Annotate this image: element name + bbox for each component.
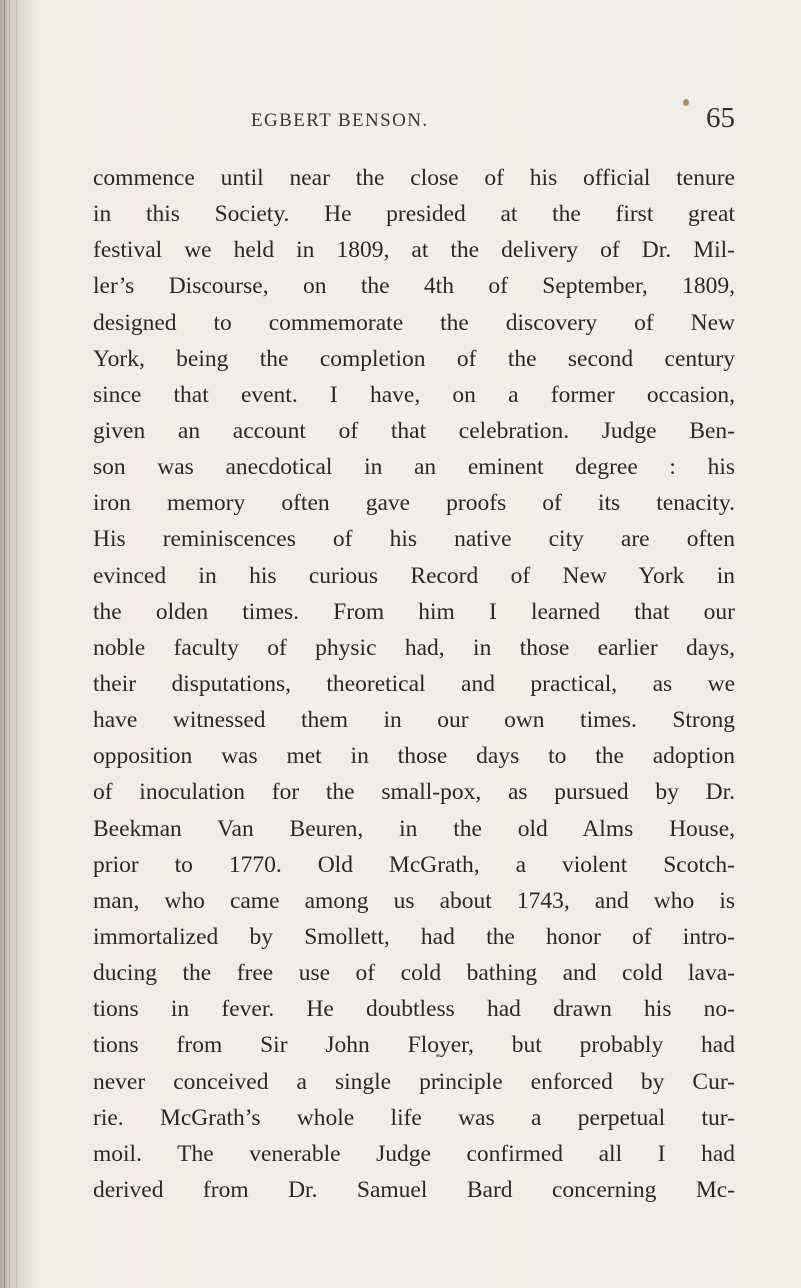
text-line: since that event. I have, on a former occasion, [93, 381, 735, 408]
text-line: derived from Dr. Samuel Bard concerning Mc- [93, 1176, 735, 1203]
text-line: moil. The venerable Judge confirmed all I had [93, 1140, 735, 1167]
text-line: never conceived a single principle enforced by Cur- [93, 1068, 735, 1095]
text-line: His reminiscences of his native city are often [93, 526, 735, 553]
text-line: immortalized by Smollett, had the honor of intro- [93, 923, 735, 950]
binding-edge-line [16, 0, 17, 1288]
text-line: prior to 1770. Old McGrath, a violent Scotch- [93, 851, 735, 878]
text-line: given an account of that celebration. Judge Ben- [93, 417, 735, 444]
text-line: their disputations, theoretical and practical, as we [93, 670, 735, 697]
binding-gutter-shadow [0, 0, 40, 1288]
text-line: the olden times. From him I learned that our [93, 598, 735, 625]
body-text [93, 160, 735, 1208]
binding-edge-line [4, 0, 5, 1288]
running-head [93, 102, 735, 138]
text-line: ler’s Discourse, on the 4th of September, 1809, [93, 273, 735, 300]
text-line: opposition was met in those days to the adoption [93, 743, 735, 770]
binding-edge-line [9, 0, 10, 1288]
text-line: in this Society. He presided at the first great [93, 201, 735, 228]
text-line: rie. McGrath’s whole life was a perpetual tur- [93, 1104, 735, 1131]
text-line: noble faculty of physic had, in those earlier days, [93, 634, 735, 661]
text-line: evinced in his curious Record of New York in [93, 562, 735, 589]
text-line: festival we held in 1809, at the delivery of Dr. Mil- [93, 237, 735, 264]
text-line: of inoculation for the small-pox, as pursued by Dr. [93, 779, 735, 806]
text-line: man, who came among us about 1743, and who is [93, 887, 735, 914]
running-title: EGBERT BENSON. [251, 110, 429, 131]
text-line: ducing the free use of cold bathing and cold lava- [93, 960, 735, 987]
text-line: commence until near the close of his official tenure [93, 165, 735, 191]
text-line: iron memory often gave proofs of its tenacity. [93, 490, 735, 517]
page-number: 65 [706, 102, 735, 134]
text-line: Beekman Van Beuren, in the old Alms House, [93, 815, 735, 842]
text-line: York, being the completion of the second century [93, 345, 735, 372]
text-line: tions from Sir John Floyer, but probably had [93, 1032, 735, 1059]
ink-speck [683, 99, 689, 106]
text-line: tions in fever. He doubtless had drawn his no- [93, 996, 735, 1023]
text-line: designed to commemorate the discovery of New [93, 309, 735, 336]
text-line: have witnessed them in our own times. Strong [93, 707, 735, 734]
text-line: son was anecdotical in an eminent degree : his [93, 454, 735, 481]
